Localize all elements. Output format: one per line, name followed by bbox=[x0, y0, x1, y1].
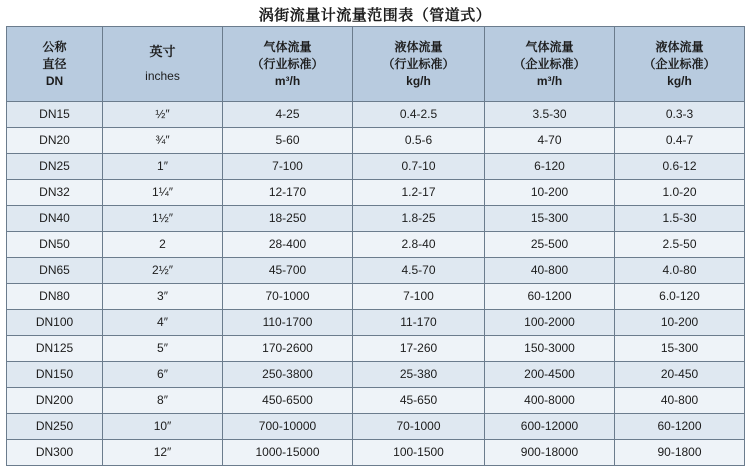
table-row bbox=[7, 206, 745, 232]
cell-liquid-flow-industry: 7-100 bbox=[353, 284, 485, 310]
cell-gas-flow-industry: 110-1700 bbox=[223, 310, 353, 336]
column-header-liquid-flow-enterprise bbox=[615, 27, 745, 102]
cell-liquid-flow-enterprise: 40-800 bbox=[615, 388, 745, 414]
table-row bbox=[7, 284, 745, 310]
cell-gas-flow-enterprise: 10-200 bbox=[485, 180, 615, 206]
header-line-1: 英寸 bbox=[149, 44, 176, 59]
cell-gas-flow-industry: 170-2600 bbox=[223, 336, 353, 362]
cell-liquid-flow-enterprise: 4.0-80 bbox=[615, 258, 745, 284]
cell-gas-flow-industry: 4-25 bbox=[223, 102, 353, 128]
cell-inches: ¾″ bbox=[103, 128, 223, 154]
cell-gas-flow-industry: 700-10000 bbox=[223, 414, 353, 440]
cell-gas-flow-enterprise: 60-1200 bbox=[485, 284, 615, 310]
table-row bbox=[7, 232, 745, 258]
cell-liquid-flow-enterprise: 0.6-12 bbox=[615, 154, 745, 180]
header-line-1: 液体流量 bbox=[655, 39, 704, 54]
header-line-2: inches bbox=[145, 69, 180, 83]
header-line-3: m³/h bbox=[536, 73, 563, 88]
cell-inches: 6″ bbox=[103, 362, 223, 388]
table-row bbox=[7, 440, 745, 466]
header-line-1: 公称 bbox=[42, 39, 67, 54]
cell-gas-flow-enterprise: 40-800 bbox=[485, 258, 615, 284]
table-row bbox=[7, 180, 745, 206]
cell-liquid-flow-industry: 0.7-10 bbox=[353, 154, 485, 180]
cell-gas-flow-industry: 5-60 bbox=[223, 128, 353, 154]
cell-gas-flow-enterprise: 900-18000 bbox=[485, 440, 615, 466]
cell-nominal-diameter: DN200 bbox=[7, 388, 103, 414]
cell-nominal-diameter: DN50 bbox=[7, 232, 103, 258]
table-body bbox=[7, 102, 745, 466]
cell-gas-flow-enterprise: 3.5-30 bbox=[485, 102, 615, 128]
cell-gas-flow-industry: 28-400 bbox=[223, 232, 353, 258]
header-line-2: （企业标准） bbox=[513, 56, 586, 71]
table-row bbox=[7, 258, 745, 284]
cell-nominal-diameter: DN125 bbox=[7, 336, 103, 362]
header-line-1: 气体流量 bbox=[525, 39, 574, 54]
header-line-2: 直径 bbox=[42, 56, 67, 71]
cell-liquid-flow-enterprise: 0.4-7 bbox=[615, 128, 745, 154]
cell-inches: 2½″ bbox=[103, 258, 223, 284]
column-header-gas-flow-enterprise bbox=[485, 27, 615, 102]
cell-inches: 12″ bbox=[103, 440, 223, 466]
table-header-row bbox=[7, 27, 745, 102]
cell-gas-flow-industry: 12-170 bbox=[223, 180, 353, 206]
header-line-1: 气体流量 bbox=[263, 39, 312, 54]
cell-gas-flow-enterprise: 25-500 bbox=[485, 232, 615, 258]
header-line-3: kg/h bbox=[406, 73, 431, 88]
header-line-2: （行业标准） bbox=[251, 56, 324, 71]
cell-gas-flow-enterprise: 100-2000 bbox=[485, 310, 615, 336]
cell-gas-flow-enterprise: 150-3000 bbox=[485, 336, 615, 362]
cell-gas-flow-industry: 250-3800 bbox=[223, 362, 353, 388]
header-line-2: （行业标准） bbox=[382, 56, 455, 71]
cell-nominal-diameter: DN40 bbox=[7, 206, 103, 232]
cell-liquid-flow-enterprise: 1.0-20 bbox=[615, 180, 745, 206]
table-header bbox=[7, 27, 745, 102]
cell-liquid-flow-enterprise: 1.5-30 bbox=[615, 206, 745, 232]
cell-liquid-flow-industry: 100-1500 bbox=[353, 440, 485, 466]
cell-inches: 1½″ bbox=[103, 206, 223, 232]
cell-liquid-flow-industry: 45-650 bbox=[353, 388, 485, 414]
cell-inches: 5″ bbox=[103, 336, 223, 362]
cell-gas-flow-industry: 18-250 bbox=[223, 206, 353, 232]
header-line-3: m³/h bbox=[274, 73, 301, 88]
cell-inches: 4″ bbox=[103, 310, 223, 336]
cell-nominal-diameter: DN300 bbox=[7, 440, 103, 466]
header-line-3: DN bbox=[45, 73, 64, 88]
cell-liquid-flow-industry: 11-170 bbox=[353, 310, 485, 336]
header-line-2: （企业标准） bbox=[643, 56, 716, 71]
header-line-1: 液体流量 bbox=[394, 39, 443, 54]
column-header-gas-flow-industry bbox=[223, 27, 353, 102]
cell-liquid-flow-enterprise: 0.3-3 bbox=[615, 102, 745, 128]
cell-gas-flow-enterprise: 15-300 bbox=[485, 206, 615, 232]
cell-gas-flow-industry: 70-1000 bbox=[223, 284, 353, 310]
cell-liquid-flow-industry: 25-380 bbox=[353, 362, 485, 388]
cell-liquid-flow-industry: 0.5-6 bbox=[353, 128, 485, 154]
cell-nominal-diameter: DN20 bbox=[7, 128, 103, 154]
cell-gas-flow-enterprise: 400-8000 bbox=[485, 388, 615, 414]
cell-liquid-flow-industry: 2.8-40 bbox=[353, 232, 485, 258]
cell-gas-flow-industry: 1000-15000 bbox=[223, 440, 353, 466]
column-header-liquid-flow-industry bbox=[353, 27, 485, 102]
cell-nominal-diameter: DN15 bbox=[7, 102, 103, 128]
cell-nominal-diameter: DN25 bbox=[7, 154, 103, 180]
flow-range-table bbox=[6, 26, 745, 466]
table-row bbox=[7, 362, 745, 388]
header-line-3: kg/h bbox=[667, 73, 692, 88]
table-container bbox=[0, 26, 750, 470]
cell-gas-flow-industry: 45-700 bbox=[223, 258, 353, 284]
cell-liquid-flow-enterprise: 6.0-120 bbox=[615, 284, 745, 310]
cell-gas-flow-enterprise: 6-120 bbox=[485, 154, 615, 180]
column-header-inches bbox=[103, 27, 223, 102]
table-row bbox=[7, 414, 745, 440]
cell-inches: 8″ bbox=[103, 388, 223, 414]
cell-inches: 1″ bbox=[103, 154, 223, 180]
table-row bbox=[7, 336, 745, 362]
cell-inches: 2 bbox=[103, 232, 223, 258]
cell-liquid-flow-industry: 4.5-70 bbox=[353, 258, 485, 284]
cell-liquid-flow-industry: 70-1000 bbox=[353, 414, 485, 440]
cell-inches: 3″ bbox=[103, 284, 223, 310]
cell-liquid-flow-enterprise: 2.5-50 bbox=[615, 232, 745, 258]
cell-liquid-flow-enterprise: 10-200 bbox=[615, 310, 745, 336]
cell-nominal-diameter: DN150 bbox=[7, 362, 103, 388]
cell-nominal-diameter: DN100 bbox=[7, 310, 103, 336]
cell-gas-flow-enterprise: 4-70 bbox=[485, 128, 615, 154]
cell-liquid-flow-enterprise: 20-450 bbox=[615, 362, 745, 388]
cell-gas-flow-enterprise: 200-4500 bbox=[485, 362, 615, 388]
table-row bbox=[7, 128, 745, 154]
table-row bbox=[7, 310, 745, 336]
cell-liquid-flow-enterprise: 90-1800 bbox=[615, 440, 745, 466]
cell-inches: 1¼″ bbox=[103, 180, 223, 206]
cell-nominal-diameter: DN65 bbox=[7, 258, 103, 284]
table-row bbox=[7, 102, 745, 128]
page-title: 涡街流量计流量范围表（管道式） bbox=[258, 7, 492, 24]
cell-liquid-flow-industry: 0.4-2.5 bbox=[353, 102, 485, 128]
cell-inches: 10″ bbox=[103, 414, 223, 440]
cell-nominal-diameter: DN32 bbox=[7, 180, 103, 206]
cell-gas-flow-industry: 450-6500 bbox=[223, 388, 353, 414]
cell-liquid-flow-industry: 1.2-17 bbox=[353, 180, 485, 206]
cell-nominal-diameter: DN250 bbox=[7, 414, 103, 440]
cell-gas-flow-industry: 7-100 bbox=[223, 154, 353, 180]
cell-liquid-flow-industry: 17-260 bbox=[353, 336, 485, 362]
cell-liquid-flow-industry: 1.8-25 bbox=[353, 206, 485, 232]
column-header-nominal-diameter bbox=[7, 27, 103, 102]
cell-liquid-flow-enterprise: 15-300 bbox=[615, 336, 745, 362]
table-row bbox=[7, 154, 745, 180]
cell-liquid-flow-enterprise: 60-1200 bbox=[615, 414, 745, 440]
cell-gas-flow-enterprise: 600-12000 bbox=[485, 414, 615, 440]
cell-inches: ½″ bbox=[103, 102, 223, 128]
cell-nominal-diameter: DN80 bbox=[7, 284, 103, 310]
table-row bbox=[7, 388, 745, 414]
